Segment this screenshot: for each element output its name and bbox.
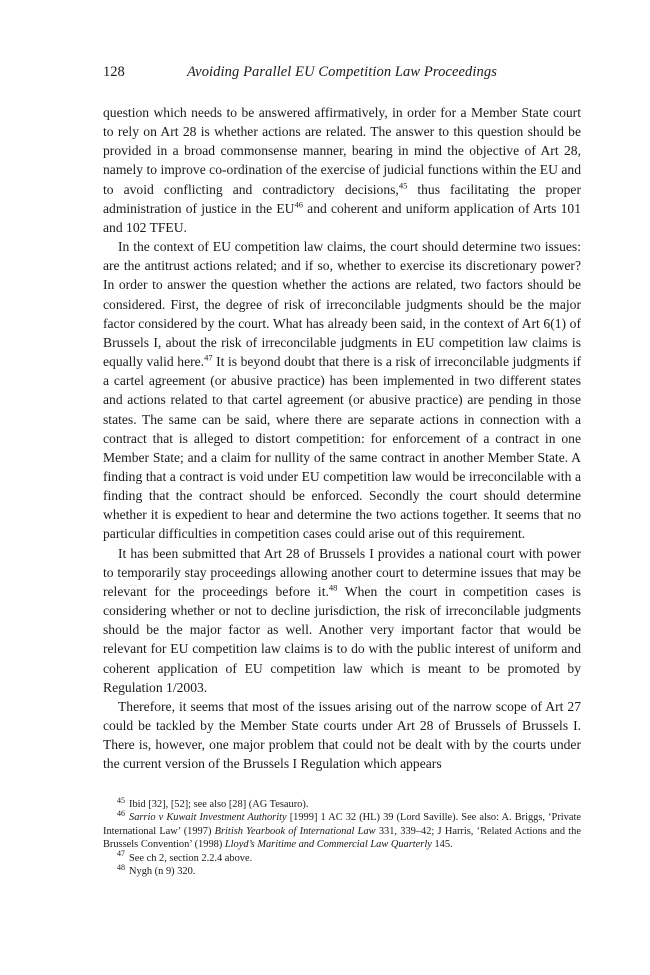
paragraph-3: It has been submitted that Art 28 of Brussels I provides a national court with power to temporarily stay proceedings allowing another court to determine issues that may be relevant for the proceedings before it.$^{48}$ When the court in competition cases is considering whether or not to decline jurisdiction, the risk of irreconcilable judgments should be the major factor as well. Another very important factor that would be relevant for EU competition law claims is to do with the public interest of uniform and coherent application of EU competition law which is meant to be promoted by Regulation 1/2003. [103, 545, 581, 695]
page-number: 128 [103, 64, 125, 80]
footnote-ref-47[interactable]: 47 [204, 352, 213, 363]
running-head [103, 64, 581, 81]
footnote-number: 47 [117, 849, 125, 859]
paragraph-1: question which needs to be answered affirmatively, in order for a Member State court to rely on Art 28 is whether actions are related. The answer to this question should be provided in a broad commonsense manner, bearing in mind the objective of Art 28, namely to improve co-ordination of the exercise of judicial functions within the EU and to avoid conflicting and contradictory decisions,$^{45}$ thus facilitating the proper administration of justice in the EU$^{46}$ and coherent and uniform application of Arts 101 and 102 TFEU. [103, 105, 581, 235]
footnote-46: $^{46}$ Sarrio v Kuwait Investment Authority [1999] 1 AC 32 (HL) 39 (Lord Saville). See also: A. Briggs, ‘Private International Law’ (1997) British Yearbook of International Law 331, 339–42; J Harris, ‘Related Actions and the Brussels Convention’ (1998) Lloyd’s Maritime and Commercial Law Quarterly 145. [103, 808, 581, 851]
footnote-ref-48[interactable]: 48 [328, 582, 338, 593]
footnote-48: $^{48}$ Nygh (n 9) 320. [117, 862, 196, 878]
footnotes [103, 795, 581, 878]
footnote-ref-45[interactable]: 45 [398, 180, 408, 191]
footnote-47: $^{47}$ See ch 2, section 2.2.4 above. [117, 849, 253, 864]
footnote-number: 46 [117, 808, 125, 818]
journal-title: Lloyd’s Maritime and Commercial Law Quarterly [224, 839, 432, 851]
paragraph-2: In the context of EU competition law claims, the court should determine two issues: are the antitrust actions related; and if so, whether to exercise its discretionary power? In order to answer the question whether the actions are related, two factors should be considered. First, the degree of risk of irreconcilable judgments should be the major factor considered by the court. What has already been said, in the context of Art 6(1) of Brussels I, about the risk of irreconcilable judgments in EU competition law claims is equally valid here.$^{47}$ It is beyond doubt that there is a risk of irreconcilable judgments if a cartel agreement (or abusive practice) has been implemented in two different states and actions related to that cartel agreement (or abusive practice) are pending in those states. The same can be said, where there are separate actions in connection with a contract that is alleged to distort competition: for enforcement of a contract in one Member State; and a claim for nullity of the same contract in another Member State. A finding that a contract is void under EU competition law would be irreconcilable with a finding that the contract should be enforced. Secondly the court should determine whether it is expedient to hear and determine the two actions together. It seems that no particular difficulties in competition cases could arise out of this requirement. [103, 239, 582, 542]
journal-title: British Yearbook of International Law [214, 825, 376, 837]
footnote-number: 45 [117, 795, 125, 805]
footnote-45: $^{45}$ Ibid [32], [52]; see also [28] (AG Tesauro). [117, 795, 309, 810]
footnote-number: 48 [117, 862, 125, 872]
body-text [103, 103, 581, 773]
footnote-ref-46[interactable]: 46 [294, 199, 303, 210]
running-title: Avoiding Parallel EU Competition Law Proceedings [187, 64, 497, 80]
paragraph-4: Therefore, it seems that most of the issues arising out of the narrow scope of Art 27 could be tackled by the Member State courts under Art 28 of Brussels of Brussels I. There is, however, one major problem that could not be dealt with by the courts under the current version of the Brussels I Regulation which appears [103, 698, 581, 772]
case-name: Sarrio v Kuwait Investment Authority [129, 812, 287, 824]
page [103, 64, 581, 773]
